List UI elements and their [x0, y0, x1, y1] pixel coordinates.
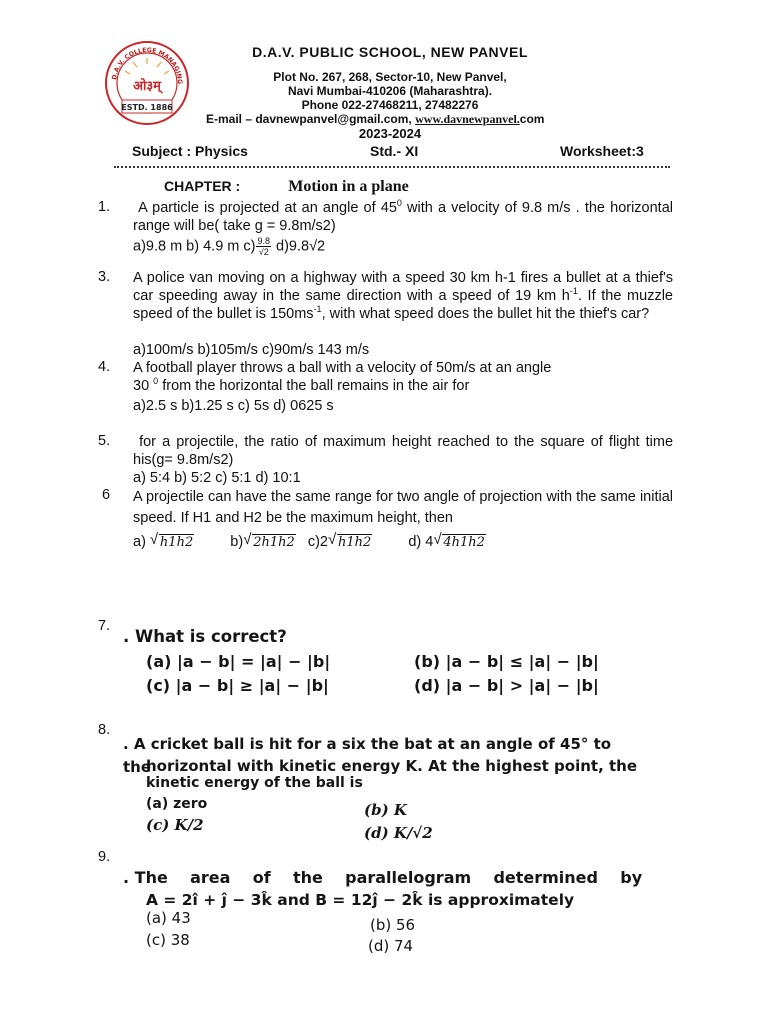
address-line-2: Navi Mumbai-410206 (Maharashtra). [287, 84, 493, 98]
q5-number: 5. [98, 433, 111, 449]
q7-number: 7. [98, 618, 111, 634]
q5-text: for a projectile, the ratio of maximum height reached to the square of flight time his(g= 9.8m/s2) [133, 434, 674, 468]
q9-option-d: (d) 74 [368, 937, 414, 955]
q8-number: 8. [98, 722, 111, 738]
q9-line-2: A = 2î + ĵ − 3k̂ and B = 12ĵ − 2k̂ is approximately [146, 891, 575, 909]
q7-option-b: (b) |a − b| ≤ |a| − |b| [414, 652, 599, 671]
q1-number: 1. [98, 199, 111, 215]
academic-year: 2023-2024 [358, 126, 422, 141]
q1-options: a)9.8 m b) 4.9 m c) $\frac{9.8}{√2}$ d)9.8√2 [133, 236, 326, 257]
q4-line-2: 30 $^0$ from the horizontal the ball remains in the air for [133, 376, 470, 394]
q8-option-b: (b) K [364, 801, 407, 819]
q4-number: 4. [98, 359, 111, 375]
q5-options: a) 5:4 b) 5:2 c) 5:1 d) 10:1 [133, 470, 301, 486]
email-text: E-mail – davnewpanvel@gmail.com, [206, 112, 416, 126]
website-suffix: com [519, 112, 545, 126]
q1-text: A particle is projected at an angle of $45^0$ with a velocity of 9.8 m/s . the horizontal range will be( take g = 9.8m/s2) [133, 198, 673, 234]
header-divider [114, 166, 670, 168]
q9-line-1: . The area of the parallelogram determined by [123, 868, 643, 887]
school-logo [104, 40, 190, 126]
subject-label: Subject : Physics [132, 143, 248, 159]
address-line-1: Plot No. 267, 268, Sector-10, New Panvel, [273, 70, 507, 84]
q4-options: a)2.5 s b)1.25 s c) 5s d) 0625 s [133, 398, 334, 414]
chapter-heading [164, 178, 409, 196]
logo-om-text: ओ३म् [133, 79, 161, 94]
q9-option-b: (b) 56 [370, 916, 416, 934]
q7-option-a: (a) |a − b| = |a| − |b| [146, 652, 331, 671]
q3-text: A police van moving on a highway with a speed 30 km h-1 fires a bullet at a thief's car speeding away in the same direction with a speed of 19 km $h^{-1}$. If the muzzle speed of the bullet is $150ms^{-1}$, with what speed does the bullet hit the thief's car? [133, 270, 673, 322]
chapter-title: Motion in a plane [288, 178, 409, 195]
q6-text: A projectile can have the same range for two angle of projection with the same initial speed. If H1 and H2 be the maximum height, then [133, 489, 673, 526]
q8-line-1: . A cricket ball is hit for a six the bat at an angle of 45° to the [123, 735, 612, 776]
worksheet-label: Worksheet:3 [560, 143, 644, 159]
q1-fraction: $\frac{9.8}{√2}$ [257, 236, 270, 257]
q7-option-d: (d) |a − b| > |a| − |b| [414, 676, 599, 695]
std-label: Std.- XI [370, 143, 419, 159]
q8-option-a: (a) zero [146, 796, 208, 812]
q8-option-d: (d) K/√2 [364, 824, 433, 842]
q7-text: . What is correct? [123, 627, 287, 646]
q9-number: 9. [98, 849, 111, 865]
logo-arc-text: D.A.V. COLLEGE MANAGING [111, 46, 184, 85]
q8-line-2: horizontal with kinetic energy K. At the highest point, the [146, 757, 638, 775]
email-line [206, 112, 596, 127]
chapter-label: CHAPTER : [164, 178, 241, 194]
q7-option-c: (c) |a − b| ≥ |a| − |b| [146, 676, 329, 695]
q9-option-a: (a) 43 [146, 909, 191, 927]
school-name: D.A.V. PUBLIC SCHOOL, NEW PANVEL [252, 44, 528, 60]
q6-options: a) √ h1h2 b)√ 2h1h2 c)2√ h1h2 d) 4√ 4h1h2 [133, 533, 673, 552]
q6-number: 6 [102, 487, 111, 503]
q8-option-c: (c) K/2 [146, 816, 204, 834]
q3-options: a)100m/s b)105m/s c)90m/s 143 m/s [133, 342, 370, 358]
q9-option-c: (c) 38 [146, 931, 190, 949]
phone-line: Phone 022-27468211, 27482276 [301, 98, 479, 112]
logo-estd: ESTD. 1886 [121, 103, 173, 112]
q4-line-1: A football player throws a ball with a velocity of 50m/s at an angle [133, 360, 552, 376]
q8-line-3: kinetic energy of the ball is [146, 775, 363, 791]
website-link[interactable]: www.davnewpanvel. [415, 112, 520, 126]
q3-number: 3. [98, 269, 111, 285]
